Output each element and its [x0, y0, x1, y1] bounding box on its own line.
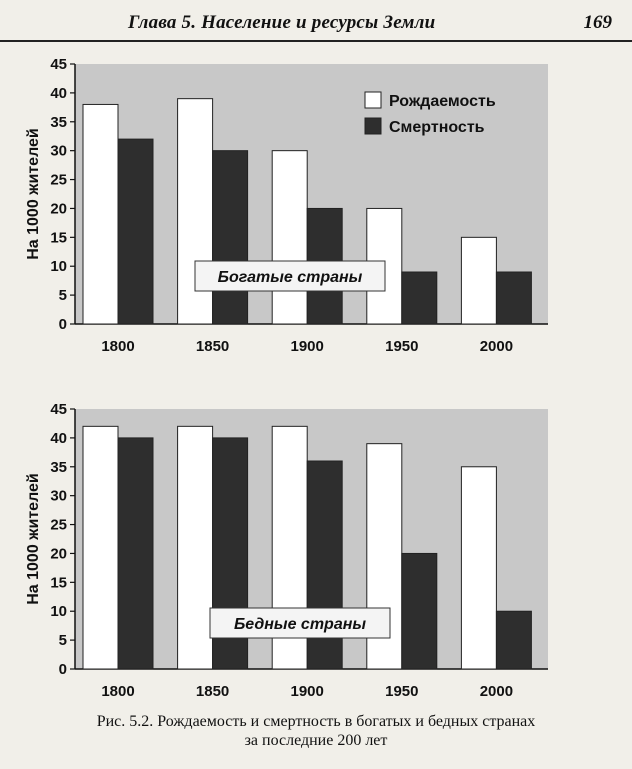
page-header — [0, 0, 632, 42]
legend-label: Смертность — [389, 119, 485, 136]
legend-swatch-death — [365, 118, 381, 134]
legend-label: Рождаемость — [389, 93, 496, 110]
bar-birth-rate — [461, 237, 496, 324]
bar-death-rate — [496, 272, 531, 324]
x-tick-label: 1800 — [101, 683, 135, 700]
bar-birth-rate — [461, 467, 496, 669]
bar-birth-rate — [83, 104, 118, 324]
x-tick-label: 1950 — [385, 338, 419, 355]
y-tick-label: 15 — [50, 574, 67, 592]
bar-birth-rate — [83, 426, 118, 669]
x-tick-label: 2000 — [479, 683, 514, 700]
annotation-label: Бедные страны — [233, 616, 367, 633]
y-axis-label: На 1000 жителей — [25, 128, 42, 260]
poor-countries-chart — [0, 395, 632, 705]
y-tick-label: 20 — [50, 200, 67, 218]
y-tick-label: 40 — [50, 429, 67, 447]
bar-death-rate — [118, 438, 153, 669]
y-tick-label: 20 — [50, 545, 67, 563]
x-tick-label: 1950 — [385, 683, 419, 700]
y-tick-label: 5 — [58, 287, 67, 305]
bar-death-rate — [402, 272, 437, 324]
x-tick-label: 1850 — [195, 683, 230, 700]
y-tick-label: 45 — [50, 401, 67, 418]
x-tick-label: 1850 — [195, 338, 230, 355]
y-tick-label: 0 — [58, 661, 67, 678]
bar-birth-rate — [178, 426, 213, 669]
y-tick-label: 0 — [58, 316, 67, 333]
y-tick-label: 10 — [50, 603, 67, 621]
y-tick-label: 25 — [50, 516, 67, 534]
y-tick-label: 30 — [50, 487, 67, 505]
y-tick-label: 35 — [50, 458, 67, 476]
bar-death-rate — [496, 611, 531, 669]
header-rule — [0, 40, 632, 42]
legend-swatch-birth — [365, 92, 381, 108]
y-tick-label: 10 — [50, 258, 67, 276]
caption-line-1: Рис. 5.2. Рождаемость и смертность в богатых и бедных странах — [96, 713, 536, 730]
bar-death-rate — [213, 151, 248, 324]
y-tick-label: 5 — [58, 632, 67, 650]
y-tick-label: 40 — [50, 84, 67, 102]
x-tick-label: 1900 — [290, 338, 324, 355]
bar-death-rate — [118, 139, 153, 324]
chapter-title: Глава 5. Население и ресурсы Земли — [128, 12, 436, 33]
y-axis-label: На 1000 жителей — [25, 473, 42, 605]
y-tick-label: 45 — [50, 56, 67, 73]
rich-countries-chart — [0, 50, 632, 360]
x-tick-label: 1800 — [101, 338, 135, 355]
bar-death-rate — [402, 553, 437, 669]
annotation-label: Богатые страны — [217, 269, 363, 286]
y-tick-label: 30 — [50, 142, 67, 160]
y-tick-label: 15 — [50, 229, 67, 247]
caption-line-2: за последние 200 лет — [244, 732, 388, 749]
y-tick-label: 35 — [50, 113, 67, 131]
y-tick-label: 25 — [50, 171, 67, 189]
bar-birth-rate — [272, 151, 307, 324]
figure-caption — [0, 712, 632, 750]
page-number: 169 — [583, 12, 612, 33]
x-tick-label: 1900 — [290, 683, 324, 700]
x-tick-label: 2000 — [479, 338, 514, 355]
